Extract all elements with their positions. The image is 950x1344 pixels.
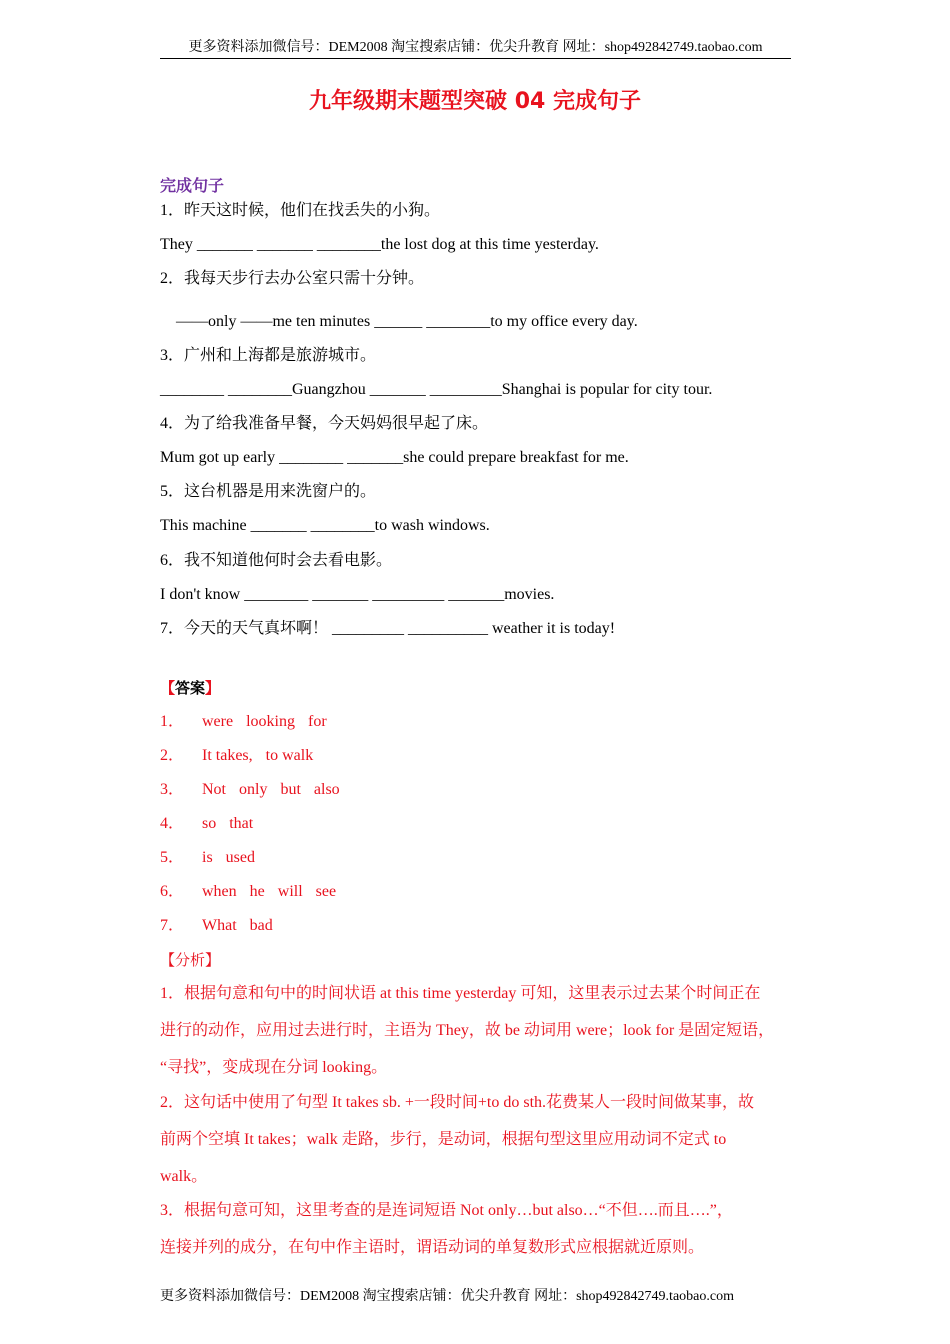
question-5-chinese: 5．这台机器是用来洗窗户的。 <box>160 483 377 500</box>
answer-label: 【答案】 <box>160 679 221 697</box>
answer-row-5: 5． is used <box>160 849 255 866</box>
question-4-chinese: 4．为了给我准备早餐，今天妈妈很早起了床。 <box>160 415 489 432</box>
analysis-label: 【分析】 <box>160 951 221 969</box>
question-6-chinese: 6．我不知道他何时会去看电影。 <box>160 552 393 569</box>
analysis-line-5: 前两个空填 It takes；walk 走路，步行，是动词，根据句型这里应用动词不定式 to <box>160 1131 727 1148</box>
question-2-chinese: 2．我每天步行去办公室只需十分钟。 <box>160 270 425 287</box>
analysis-line-2: 进行的动作，应用过去进行时，主语为 They，故 be 动词用 were；look for 是固定短语， <box>160 1022 775 1039</box>
analysis-line-8: 连接并列的成分，在句中作主语时，谓语动词的单复数形式应根据就近原则。 <box>160 1239 705 1256</box>
question-2-english: ——only ——me ten minutes ______ ________to my office every day. <box>176 313 638 330</box>
question-1-chinese: 1．昨天这时候，他们在找丢失的小狗。 <box>160 202 441 219</box>
question-4-english: Mum got up early ________ _______she could prepare breakfast for me. <box>160 449 629 466</box>
analysis-line-1: 1．根据句意和句中的时间状语 at this time yesterday 可知，这里表示过去某个时间正在 <box>160 985 761 1002</box>
page-title: 九年级期末题型突破 04 完成句子 <box>309 89 641 114</box>
answer-row-6: 6． when he will see <box>160 883 337 900</box>
question-5-english: This machine _______ ________to wash windows. <box>160 517 490 534</box>
answer-row-1: 1． were looking for <box>160 713 327 730</box>
analysis-line-7: 3．根据句意可知，这里考查的是连词短语 Not only…but also…“不但….而且….”， <box>160 1202 733 1219</box>
page-footer: 更多资料添加微信号：DEM2008 淘宝搜索店铺：优尖升教育 网址：shop492842749.taobao.com <box>160 1289 734 1304</box>
answer-row-3: 3． Not only but also <box>160 781 340 798</box>
question-6-english: I don't know ________ _______ _________ _______movies. <box>160 586 555 603</box>
analysis-line-3: “寻找”，变成现在分词 looking。 <box>160 1059 388 1076</box>
question-3-english: ________ ________Guangzhou _______ _________Shanghai is popular for city tour. <box>160 381 713 398</box>
analysis-line-6: walk。 <box>160 1168 208 1185</box>
page-header: 更多资料添加微信号：DEM2008 淘宝搜索店铺：优尖升教育 网址：shop492842749.taobao.com <box>160 38 791 59</box>
question-3-chinese: 3．广州和上海都是旅游城市。 <box>160 347 377 364</box>
answer-row-7: 7． What bad <box>160 917 273 934</box>
section-title: 完成句子 <box>160 176 225 195</box>
analysis-line-4: 2．这句话中使用了句型 It takes sb. +一段时间+to do sth.花费某人一段时间做某事，故 <box>160 1094 755 1111</box>
question-1-english: They _______ _______ ________the lost dog at this time yesterday. <box>160 236 599 253</box>
answer-row-2: 2． It takes, to walk <box>160 747 314 764</box>
question-7: 7．今天的天气真坏啊！ _________ __________ weather it is today! <box>160 620 616 637</box>
answer-row-4: 4． so that <box>160 815 254 832</box>
